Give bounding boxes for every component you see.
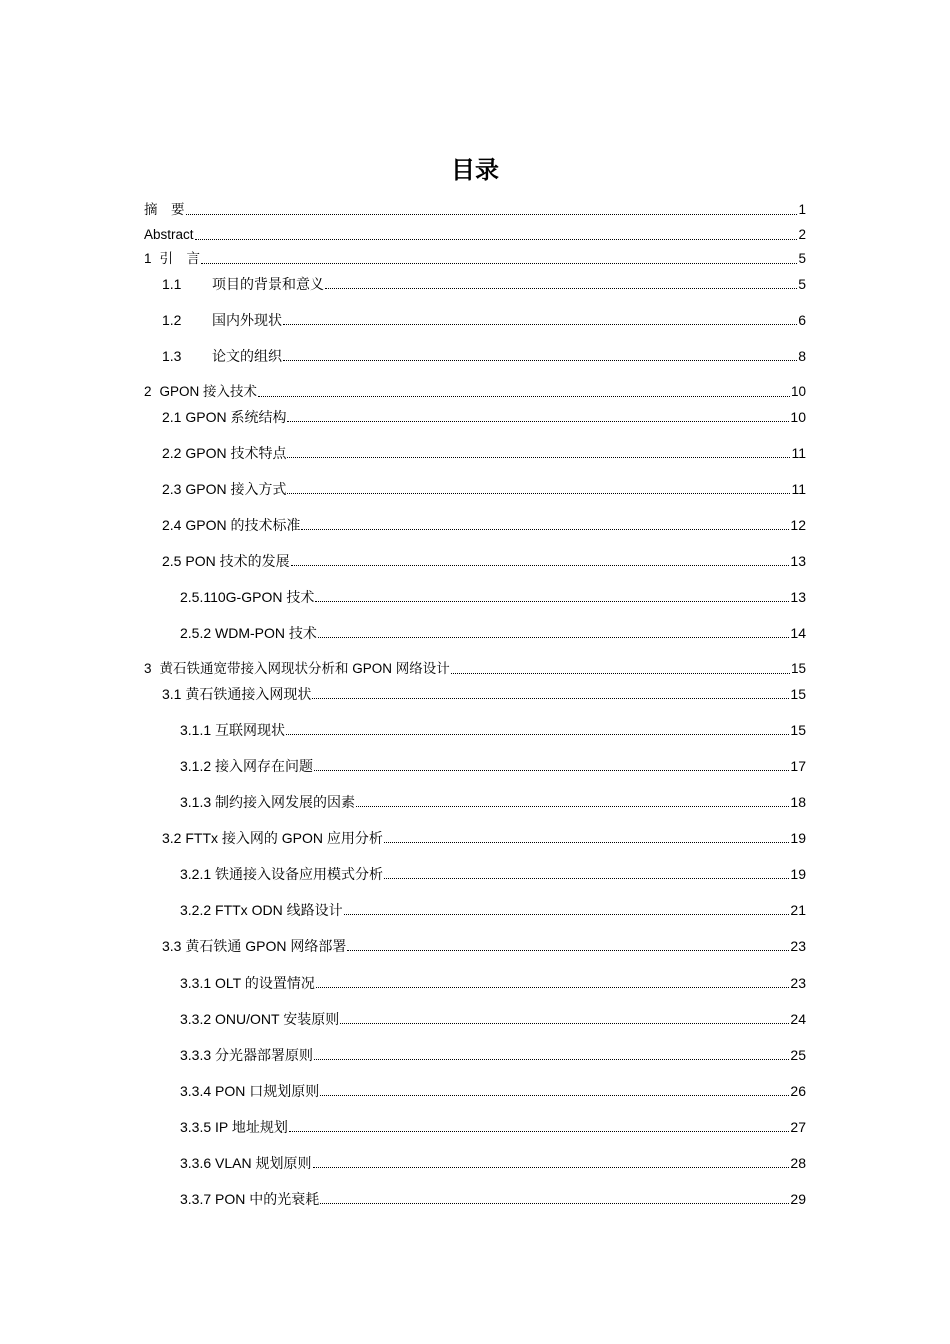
dot-leader xyxy=(325,287,797,289)
toc-entry-number: 摘 要 xyxy=(144,202,185,217)
dot-leader xyxy=(320,1202,789,1204)
dot-leader xyxy=(287,456,790,458)
toc-entry-number: 2 xyxy=(144,384,152,399)
dot-leader xyxy=(320,1094,789,1096)
toc-page-number: 15 xyxy=(790,661,806,676)
toc-entry[interactable] xyxy=(180,864,806,884)
toc-entry-title: Abstract xyxy=(144,227,194,242)
toc-entry-title: 3.1.1 互联网现状 xyxy=(180,722,286,738)
toc-page-number: 5 xyxy=(798,276,806,292)
dot-leader xyxy=(301,528,789,530)
toc-entry[interactable] xyxy=(162,346,806,366)
toc-page-number: 11 xyxy=(791,481,806,497)
toc-entry[interactable] xyxy=(180,756,806,776)
toc-entry[interactable] xyxy=(162,274,806,294)
toc-page-number: 28 xyxy=(790,1155,806,1171)
toc-entry-number: 3 xyxy=(144,661,152,676)
toc-page-number: 13 xyxy=(790,553,806,569)
dot-leader xyxy=(287,420,789,422)
toc-page-number: 19 xyxy=(790,866,806,882)
toc-entry-title: 黄石铁通宽带接入网现状分析和 GPON 网络设计 xyxy=(159,661,450,676)
toc-entry[interactable] xyxy=(180,973,806,993)
toc-page-number: 19 xyxy=(790,830,806,846)
toc-entry[interactable] xyxy=(144,659,806,679)
dot-leader xyxy=(314,769,789,771)
toc-page-number: 25 xyxy=(790,1047,806,1063)
toc-entry-title: 引 言 xyxy=(159,251,201,266)
toc-page-number: 29 xyxy=(790,1191,806,1207)
toc-entry[interactable] xyxy=(162,407,806,427)
toc-entry-title: 2.3 GPON 接入方式 xyxy=(162,481,287,497)
toc-entry[interactable] xyxy=(180,623,806,643)
toc-page-number: 10 xyxy=(790,384,806,399)
toc-entry[interactable] xyxy=(162,551,806,571)
toc-entry[interactable] xyxy=(180,1045,806,1065)
dot-leader xyxy=(347,949,789,951)
toc-entry-number: 1.2 xyxy=(162,312,182,328)
toc-entry[interactable] xyxy=(144,249,806,269)
toc-entry-title: 3.3.6 VLAN 规划原则 xyxy=(180,1155,312,1171)
toc-entry[interactable] xyxy=(162,515,806,535)
toc-page-number: 13 xyxy=(790,589,806,605)
toc-entry-number: 1.1 xyxy=(162,276,182,292)
toc-entry[interactable] xyxy=(162,443,806,463)
dot-leader xyxy=(451,672,790,674)
toc-entry-title: 3.3.2 ONU/ONT 安装原则 xyxy=(180,1011,340,1027)
dot-leader xyxy=(286,733,789,735)
dot-leader xyxy=(318,636,790,638)
dot-leader xyxy=(384,841,790,843)
toc-page-number: 12 xyxy=(790,517,806,533)
toc-entry[interactable] xyxy=(180,1117,806,1137)
toc-page-number: 26 xyxy=(790,1083,806,1099)
dot-leader xyxy=(186,213,798,215)
toc-entry-number: 1.3 xyxy=(162,348,182,364)
dot-leader xyxy=(283,323,797,325)
toc-entry-title: 2.4 GPON 的技术标准 xyxy=(162,517,301,533)
dot-leader xyxy=(291,564,790,566)
dot-leader xyxy=(201,262,797,264)
toc-entry-title: 2.5 PON 技术的发展 xyxy=(162,553,290,569)
toc-page-number: 15 xyxy=(790,722,806,738)
toc-page-number: 23 xyxy=(790,975,806,991)
toc-entry[interactable] xyxy=(180,900,806,920)
toc-entry[interactable] xyxy=(162,310,806,330)
toc-page-number: 27 xyxy=(790,1119,806,1135)
dot-leader xyxy=(258,395,790,397)
toc-entry[interactable] xyxy=(144,200,806,220)
toc-entry[interactable] xyxy=(180,1189,806,1209)
toc-page-number: 5 xyxy=(798,251,806,266)
toc-entry-title: 3.2 FTTx 接入网的 GPON 应用分析 xyxy=(162,830,383,846)
toc-entry-title: 3.3.1 OLT 的设置情况 xyxy=(180,975,315,991)
toc-page-number: 8 xyxy=(798,348,806,364)
toc-entry[interactable] xyxy=(180,792,806,812)
toc-entry-number: 1 xyxy=(144,251,152,266)
dot-leader xyxy=(313,1166,790,1168)
toc-entry[interactable] xyxy=(144,225,806,245)
toc-entry[interactable] xyxy=(180,1081,806,1101)
toc-page-number: 17 xyxy=(790,758,806,774)
toc-entry[interactable] xyxy=(162,936,806,956)
toc-page-number: 14 xyxy=(790,625,806,641)
toc-page-number: 23 xyxy=(790,938,806,954)
toc-entry-title: 3.3 黄石铁通 GPON 网络部署 xyxy=(162,938,347,954)
dot-leader xyxy=(289,1130,790,1132)
toc-entry[interactable] xyxy=(180,587,806,607)
toc-entry-title: 国内外现状 xyxy=(212,312,282,328)
toc-entry[interactable] xyxy=(180,1153,806,1173)
toc-entry-title: 2.5.2 WDM-PON 技术 xyxy=(180,625,317,641)
toc-page-number: 18 xyxy=(790,794,806,810)
toc-entry-title: 论文的组织 xyxy=(212,348,282,364)
toc-page-number: 1 xyxy=(798,202,806,217)
toc-page-number: 2 xyxy=(798,227,806,242)
toc-entry-title: 项目的背景和意义 xyxy=(212,276,324,292)
toc-entry[interactable] xyxy=(162,479,806,499)
toc-entry-title: 3.1 黄石铁通接入网现状 xyxy=(162,686,312,702)
toc-entry-title: 2.1 GPON 系统结构 xyxy=(162,409,287,425)
toc-entry-title: 2.2 GPON 技术特点 xyxy=(162,445,287,461)
dot-leader xyxy=(356,805,789,807)
dot-leader xyxy=(287,492,790,494)
toc-entry-title: 3.1.3 制约接入网发展的因素 xyxy=(180,794,356,810)
toc-entry[interactable] xyxy=(144,382,806,402)
toc-page-number: 21 xyxy=(790,902,806,918)
toc-page-number: 11 xyxy=(791,445,806,461)
dot-leader xyxy=(316,986,790,988)
dot-leader xyxy=(384,877,789,879)
toc-page-number: 24 xyxy=(790,1011,806,1027)
toc-entry-title: 2.5.110G-GPON 技术 xyxy=(180,589,315,605)
dot-leader xyxy=(312,697,789,699)
dot-leader xyxy=(283,359,797,361)
toc-entry[interactable] xyxy=(162,684,806,704)
toc-entry-title: 3.3.3 分光器部署原则 xyxy=(180,1047,314,1063)
toc-entry-title: 3.3.4 PON 口规划原则 xyxy=(180,1083,320,1099)
toc-entry[interactable] xyxy=(180,1009,806,1029)
dot-leader xyxy=(195,238,798,240)
toc-page-number: 6 xyxy=(798,312,806,328)
dot-leader xyxy=(344,913,790,915)
dot-leader xyxy=(315,600,789,602)
toc-entry-title: GPON 接入技术 xyxy=(159,384,258,399)
toc-entry-title: 3.2.2 FTTx ODN 线路设计 xyxy=(180,902,343,918)
page-title: 目录 xyxy=(451,156,499,184)
toc-page-number: 15 xyxy=(790,686,806,702)
toc-entry[interactable] xyxy=(180,720,806,740)
toc-entry-title: 3.2.1 铁通接入设备应用模式分析 xyxy=(180,866,384,882)
toc-entry-title: 3.3.7 PON 中的光衰耗 xyxy=(180,1191,320,1207)
toc-page-number: 10 xyxy=(790,409,806,425)
toc-entry-title: 3.1.2 接入网存在问题 xyxy=(180,758,314,774)
toc-entry-title: 3.3.5 IP 地址规划 xyxy=(180,1119,288,1135)
dot-leader xyxy=(314,1058,789,1060)
dot-leader xyxy=(340,1022,789,1024)
toc-entry[interactable] xyxy=(162,828,806,848)
